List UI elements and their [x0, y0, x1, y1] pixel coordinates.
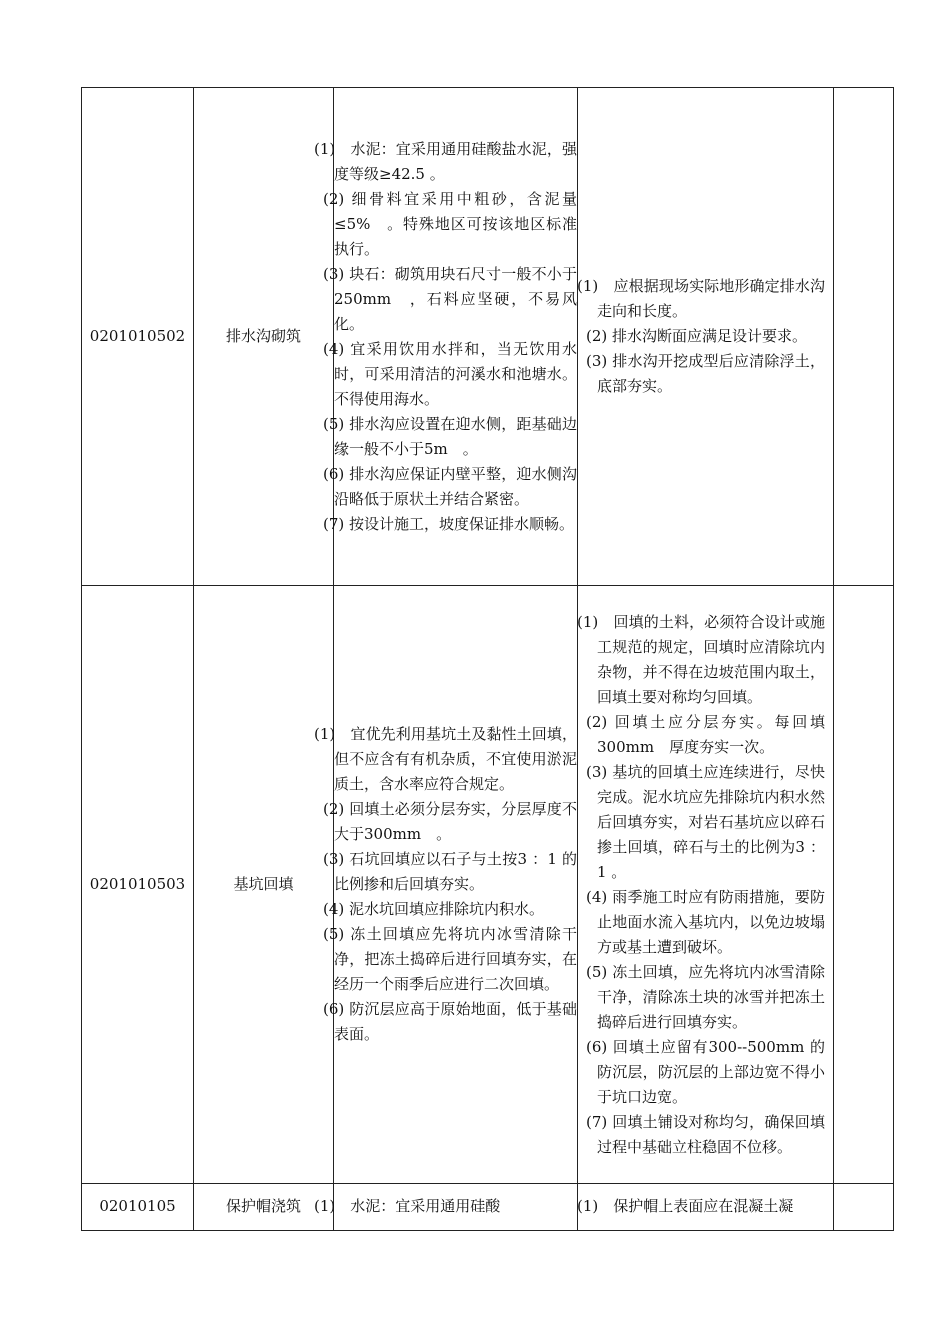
requirement-line: (6) 排水沟应保证内壁平整，迎水侧沟沿略低于原状土并结合紧密。 — [323, 464, 577, 508]
specification-table — [81, 87, 894, 1231]
requirement-line: (1) 宜优先利用基坑土及黏性土回填，但不应含有有机杂质，不宜使用淤泥质土，含水率应符合规定。 — [314, 725, 577, 793]
requirement-line: (3) 基坑的回填土应连续进行，尽快完成。泥水坑应先排除坑内积水然后回填夯实，对岩石基坑应以碎石掺土回填，碎石与土的比例为3 ：1 。 — [586, 762, 825, 881]
item-code: 02010105 — [82, 1184, 194, 1231]
requirement-line: (2) 回填土必须分层夯实，分层厚度不大于300mm 。 — [323, 800, 577, 843]
requirement-line: (5) 排水沟应设置在迎水侧，距基础边缘一般不小于5m 。 — [323, 414, 577, 458]
requirement-line: (4) 泥水坑回填应排除坑内积水。 — [323, 900, 545, 918]
process-requirements — [578, 1184, 834, 1231]
table-row — [82, 1184, 894, 1231]
requirement-line: (3) 石坑回填应以石子与土按3 ：1 的比例掺和后回填夯实。 — [323, 850, 577, 893]
empty-cell — [834, 586, 894, 1184]
requirement-line: (1) 保护帽上表面应在混凝土凝 — [577, 1197, 794, 1215]
item-name: 保护帽浇筑 — [194, 1184, 334, 1231]
material-requirements — [314, 586, 578, 1184]
item-name: 排水沟砌筑 — [194, 88, 334, 586]
table-row — [82, 586, 894, 1184]
item-name: 基坑回填 — [194, 586, 334, 1184]
requirement-line: (1) 应根据现场实际地形确定排水沟走向和长度。 — [577, 277, 825, 320]
requirement-line: (3) 块石：砌筑用块石尺寸一般不小于250mm ，石料应坚硬，不易风化。 — [323, 264, 577, 333]
requirement-line: (1) 水泥：宜采用通用硅酸盐水泥，强度等级≥42.5 。 — [314, 139, 577, 183]
requirement-line: (2) 排水沟断面应满足设计要求。 — [586, 327, 808, 345]
item-code: 0201010503 — [82, 586, 194, 1184]
requirement-line: (5) 冻土回填，应先将坑内冰雪清除干净，清除冻土块的冰雪并把冻土捣碎后进行回填夯实。 — [586, 962, 825, 1031]
requirement-line: (7) 按设计施工，坡度保证排水顺畅。 — [323, 514, 575, 533]
requirement-line: (2) 回填土应分层夯实。每回填300mm 厚度夯实一次。 — [586, 712, 825, 756]
table-row — [82, 88, 894, 586]
requirement-line: (3) 排水沟开挖成型后应清除浮土，底部夯实。 — [586, 352, 825, 395]
empty-cell — [834, 1184, 894, 1231]
requirement-line: (7) 回填土铺设对称均匀，确保回填过程中基础立柱稳固不位移。 — [586, 1112, 825, 1156]
process-requirements — [578, 586, 834, 1184]
requirement-line: (4) 雨季施工时应有防雨措施，要防止地面水流入基坑内，以免边坡塌方或基土遭到破坏。 — [586, 887, 825, 956]
requirement-line: (1) 水泥：宜采用通用硅酸 — [314, 1197, 501, 1215]
requirement-line: (6) 防沉层应高于原始地面，低于基础表面。 — [323, 1000, 577, 1043]
process-requirements — [578, 88, 834, 586]
requirement-line: (6) 回填土应留有300--500mm 的防沉层，防沉层的上部边宽不得小于坑口边宽。 — [586, 1037, 825, 1106]
requirement-line: (1) 回填的土料，必须符合设计或施工规范的规定，回填时应清除坑内杂物，并不得在边坡范围内取土，回填土要对称均匀回填。 — [577, 612, 825, 706]
empty-cell — [834, 88, 894, 586]
requirement-line: (2) 细骨料宜采用中粗砂，含泥量≤5% 。特殊地区可按该地区标准执行。 — [323, 189, 577, 258]
material-requirements — [314, 88, 578, 586]
item-code: 0201010502 — [82, 88, 194, 586]
requirement-line: (5) 冻土回填应先将坑内冰雪清除干净，把冻土捣碎后进行回填夯实，在经历一个雨季后应进行二次回填。 — [323, 925, 577, 993]
requirement-line: (4) 宜采用饮用水拌和，当无饮用水时，可采用清洁的河溪水和池塘水。不得使用海水。 — [323, 339, 577, 408]
material-requirements — [314, 1184, 578, 1231]
